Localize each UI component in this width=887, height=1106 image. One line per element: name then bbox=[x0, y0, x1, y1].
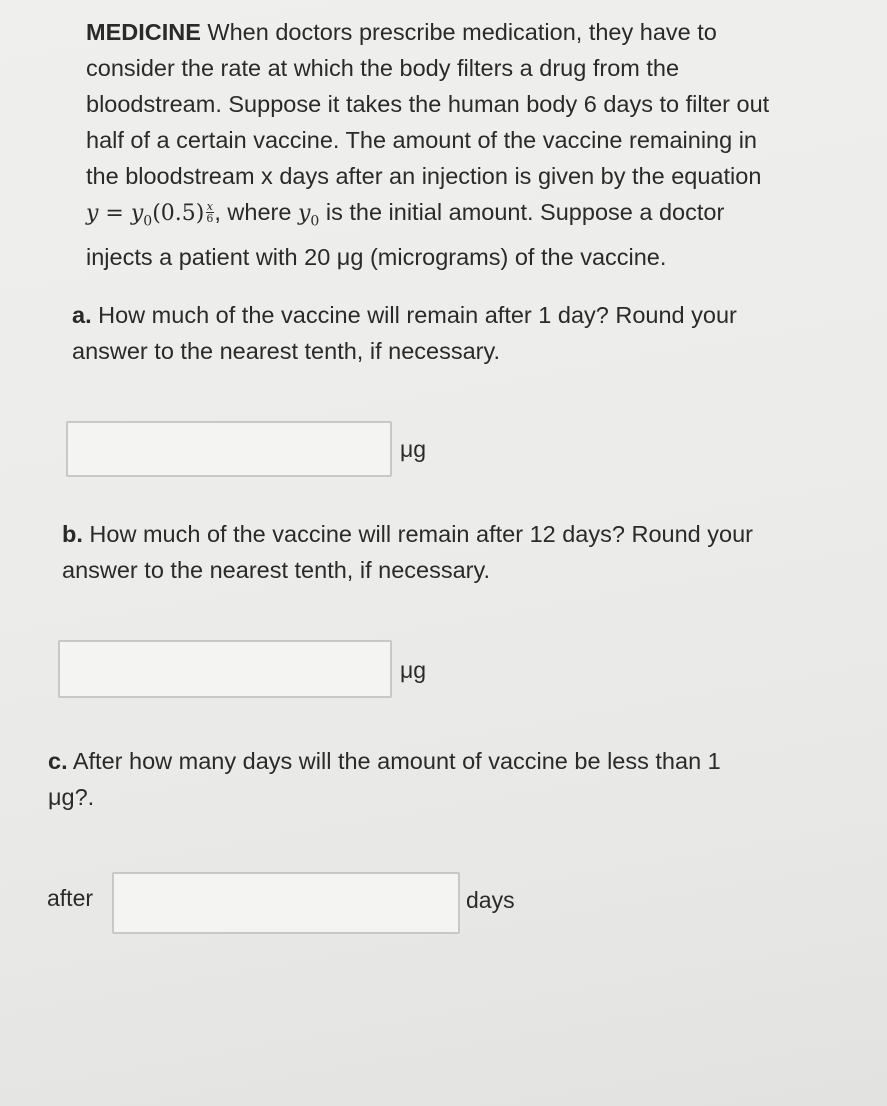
exponent-fraction: $\frac{x}{6}$ bbox=[206, 200, 214, 225]
question-c-letter: c. bbox=[48, 748, 68, 774]
answer-b-input[interactable] bbox=[58, 640, 392, 698]
problem-intro bbox=[86, 14, 866, 275]
decay-equation: $y = y_0(0.5)$ $\frac{x}{6}$ bbox=[86, 200, 214, 230]
intro-line-4: half of a certain vaccine. The amount of the vaccine remaining in bbox=[86, 127, 758, 153]
topic-label: MEDICINE bbox=[86, 19, 201, 45]
intro-line-2: consider the rate at which the body filters a drug from the bbox=[86, 55, 680, 81]
answer-c-prefix: after bbox=[47, 885, 94, 911]
answer-c-unit: days bbox=[466, 887, 515, 913]
intro-line-3: bloodstream. Suppose it takes the human body 6 days to filter out bbox=[86, 91, 770, 117]
intro-line-1: MEDICINE When doctors prescribe medication, they have to bbox=[86, 19, 717, 45]
intro-line-7: injects a patient with 20 μg (micrograms) of the vaccine. bbox=[86, 244, 667, 271]
intro-line-5: the bloodstream x days after an injection is given by the equation bbox=[86, 163, 762, 189]
answer-a-unit: μg bbox=[400, 436, 427, 462]
answer-b-unit: μg bbox=[400, 657, 427, 683]
answer-c-input[interactable] bbox=[112, 872, 460, 934]
question-b: b. How much of the vaccine will remain after 12 days? Round your answer to the nearest tenth, if necessary. bbox=[62, 521, 753, 583]
question-a-letter: a. bbox=[72, 302, 92, 328]
question-b-letter: b. bbox=[62, 521, 83, 547]
answer-a-input[interactable] bbox=[66, 421, 392, 477]
question-a: a. How much of the vaccine will remain after 1 day? Round your answer to the nearest tenth, if necessary. bbox=[72, 302, 737, 364]
question-c: c. After how many days will the amount of vaccine be less than 1 μg?. bbox=[48, 748, 721, 810]
initial-amount-variable: $y_0$ bbox=[297, 201, 320, 230]
intro-line-6: $y = y_0(0.5)$ $\frac{x}{6}$ , where $y_0$ is the initial amount. Suppose a doctor bbox=[86, 199, 725, 230]
